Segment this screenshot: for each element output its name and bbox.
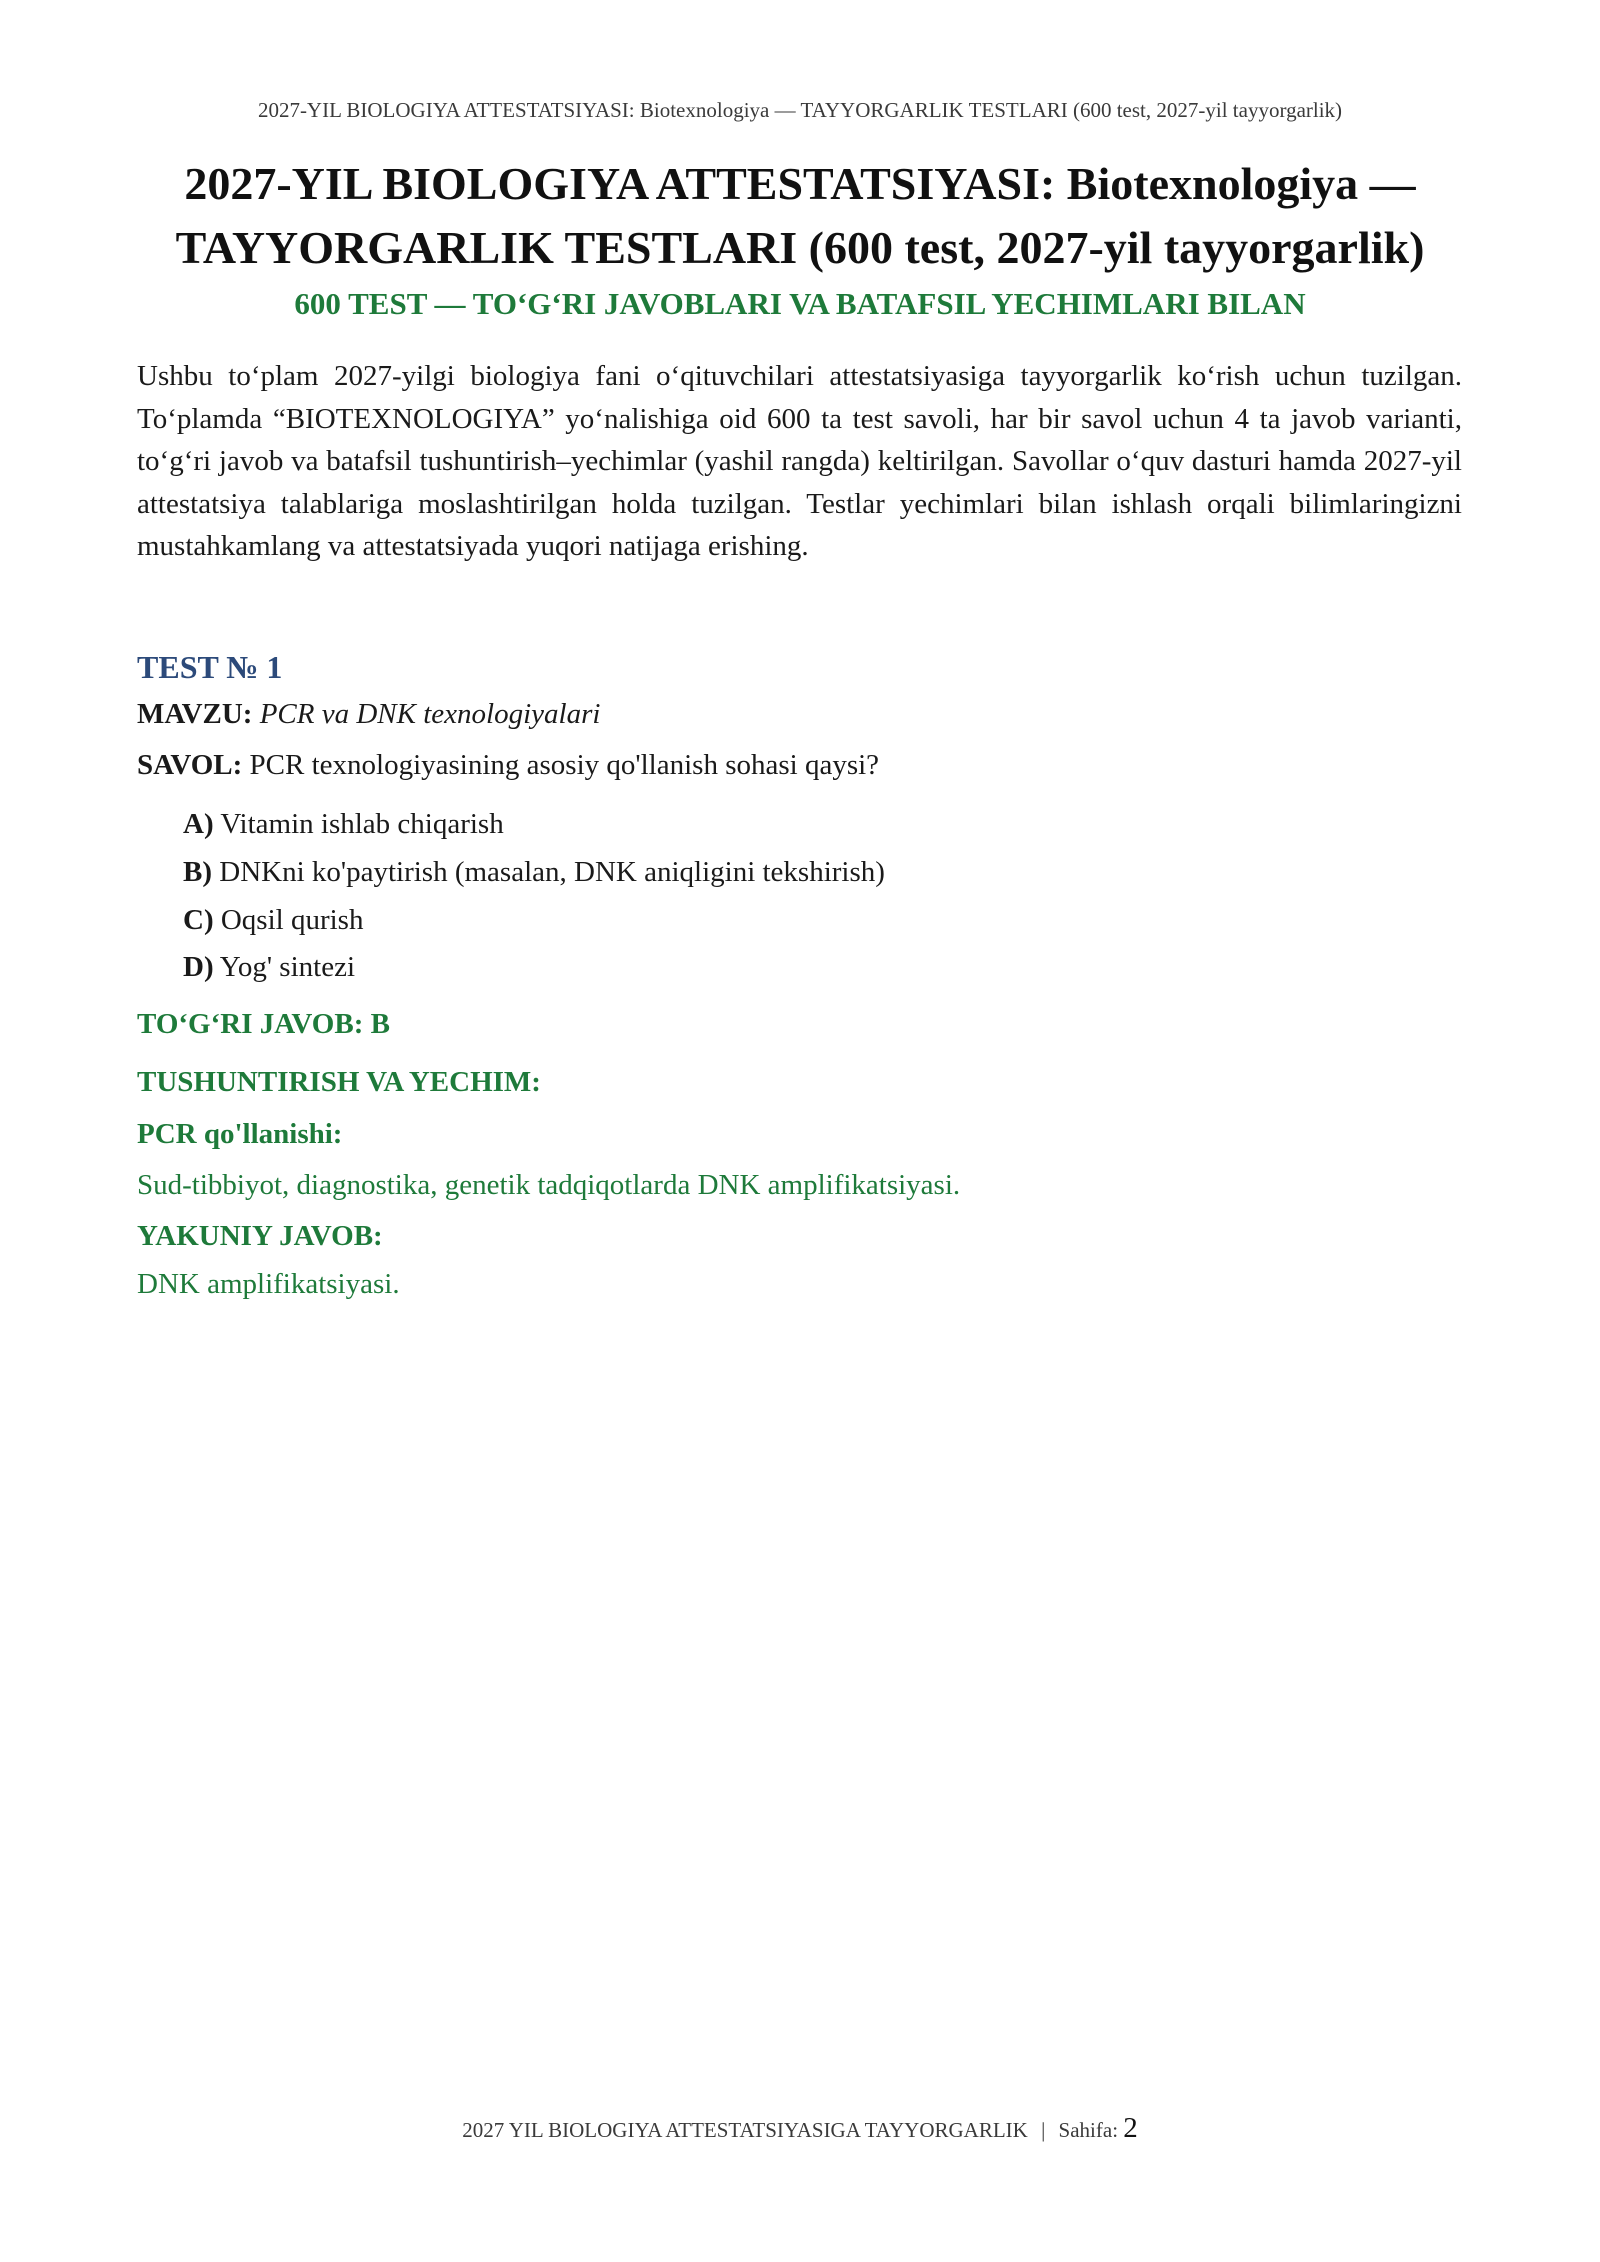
footer-text: 2027 YIL BIOLOGIYA ATTESTATSIYASIGA TAYYORGARLIK [462,2118,1028,2142]
option-text: Vitamin ishlab chiqarish [220,808,504,840]
topic-value: PCR va DNK texnologiyalari [259,698,601,730]
page-number: 2 [1123,2112,1138,2144]
correct-answer: TO‘G‘RI JAVOB: B [137,1008,390,1040]
question-text: PCR texnologiyasining asosiy qo'llanish sohasi qaysi? [249,749,880,781]
explanation-text: Sud-tibbiyot, diagnostika, genetik tadqiqotlarda DNK amplifikatsiyasi. [137,1169,961,1201]
running-header: 2027-YIL BIOLOGIYA ATTESTATSIYASI: Biotexnologiya — TAYYORGARLIK TESTLARI (600 test, 2027-yil tayyorgarlik) [257,98,1343,122]
explanation-subheading: PCR qo'llanishi: [137,1118,343,1150]
option-a [183,808,504,841]
option-d [183,951,355,984]
option-c [183,904,363,937]
option-letter: B) [183,856,212,888]
test-heading: TEST № 1 [137,649,283,685]
footer-page-label: Sahifa: [1058,2118,1119,2142]
footer-separator: | [1041,2118,1046,2142]
option-text: DNKni ko'paytirish (masalan, DNK aniqligini tekshirish) [219,856,885,888]
topic-label: MAVZU: [137,698,253,730]
page-footer [0,2112,1600,2145]
intro-paragraph: Ushbu to‘plam 2027-yilgi biologiya fani o‘qituvchilari attestatsiyasiga tayyorgarlik ko‘rish uchun tuzilgan. To‘plamda “BIOTEXNOLOGIYA” yo‘nalishiga oid 600 ta test savoli, har bir savol uchun 4 ta javob varianti, to‘g‘ri javob va batafsil tushuntirish–yechimlar (yashil rangda) keltirilgan. Savollar o‘quv dasturi hamda 2027-yil attestatsiya talablariga moslashtirilgan holda tuzilgan. Testlar yechimlari bilan ishlash orqali bilimlaringizni mustahkamlang va attestatsiyada yuqori natijaga erishing. [137,360,1462,562]
option-b [183,856,885,889]
option-text: Yog' sintezi [219,951,356,983]
title-line-1: 2027-YIL BIOLOGIYA ATTESTATSIYASI: Biotexnologiya — [184,158,1416,209]
question-label: SAVOL: [137,749,243,781]
title-line-2: TAYYORGARLIK TESTLARI (600 test, 2027-yil tayyorgarlik) [175,222,1425,273]
page-subtitle: 600 TEST — TO‘G‘RI JAVOBLARI VA BATAFSIL YECHIMLARI BILAN [294,286,1306,321]
option-letter: A) [183,808,214,840]
option-letter: C) [183,904,214,936]
page-title [130,152,1470,280]
explanation-heading: TUSHUNTIRISH VA YECHIM: [137,1066,541,1098]
option-letter: D) [183,951,214,983]
option-text: Oqsil qurish [220,904,364,936]
question-line [137,749,879,782]
topic-line [137,698,600,731]
final-answer-text: DNK amplifikatsiyasi. [137,1268,400,1300]
final-answer-heading: YAKUNIY JAVOB: [137,1220,383,1252]
